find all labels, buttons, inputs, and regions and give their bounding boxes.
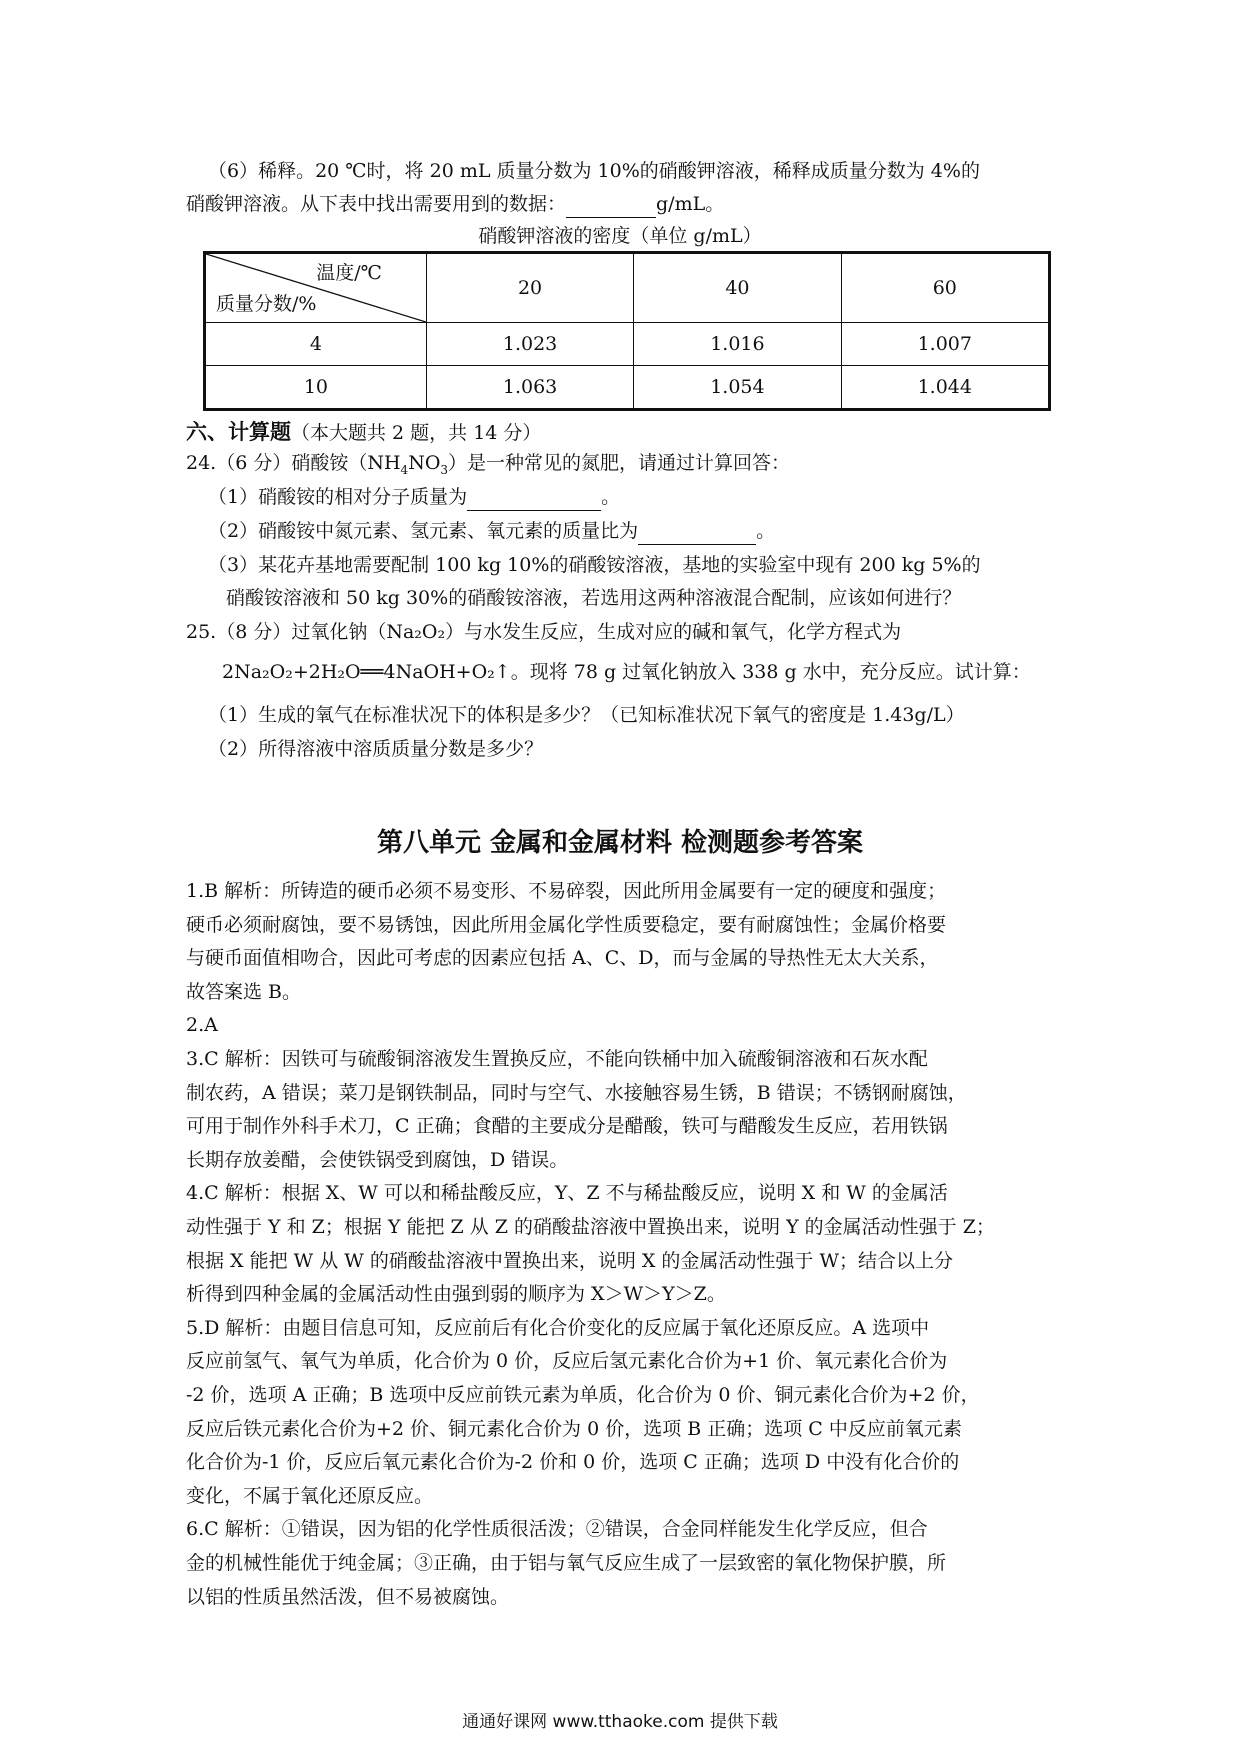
q24-stem-mid: NO: [408, 452, 441, 474]
q25-equation: 2Na₂O₂+2H₂O══4NaOH+O₂↑。现将 78 g 过氧化钠放入 338 g 水中，充分反应。试计算：: [222, 661, 1031, 683]
answer-line: 以铝的性质虽然活泼，但不易被腐蚀。: [186, 1586, 510, 1608]
subscript: 3: [440, 462, 449, 477]
q6-line-1: （6）稀释。20 ℃时，将 20 mL 质量分数为 10%的硝酸钾溶液，稀释成质量分数为 4%的: [208, 160, 980, 182]
column-header: 60: [841, 253, 1049, 323]
section-heading: [186, 419, 541, 446]
header-diagonal-cell: [205, 253, 427, 323]
answer-line: 动性强于 Y 和 Z；根据 Y 能把 Z 从 Z 的硝酸盐溶液中置换出来，说明 Y 的金属活动性强于 Z；: [186, 1216, 995, 1238]
answer-line: 反应后铁元素化合价为+2 价、铜元素化合价为 0 价，选项 B 正确；选项 C 中反应前氧元素: [186, 1418, 962, 1440]
column-header: 40: [634, 253, 841, 323]
answer-line: 变化，不属于氧化还原反应。: [186, 1485, 434, 1507]
table-row: [205, 323, 1050, 366]
density-table: [203, 251, 1051, 411]
table-caption: 硝酸钾溶液的密度（单位 g/mL）: [478, 225, 762, 247]
table-cell: 1.044: [841, 366, 1049, 410]
answer-line: 与硬币面值相吻合，因此可考虑的因素应包括 A、C、D，而与金属的导热性无太大关系，: [186, 947, 939, 969]
q6-line-2: [186, 191, 724, 218]
q25-part-1: （1）生成的氧气在标准状况下的体积是多少？（已知标准状况下氧气的密度是 1.43g/L）: [208, 704, 965, 726]
q24-part-2: [208, 518, 775, 545]
answer-line: 3.C 解析：因铁可与硫酸铜溶液发生置换反应，不能向铁桶中加入硫酸铜溶液和石灰水配: [186, 1048, 928, 1070]
answer-line: 4.C 解析：根据 X、W 可以和稀盐酸反应，Y、Z 不与稀盐酸反应，说明 X 和 W 的金属活: [186, 1182, 948, 1204]
table-cell: 1.054: [634, 366, 841, 410]
header-mass-fraction: 质量分数/%: [216, 293, 317, 315]
q24-stem-end: ）是一种常见的氮肥，请通过计算回答：: [448, 452, 791, 474]
column-header: 20: [426, 253, 633, 323]
header-temperature: 温度/℃: [316, 262, 382, 284]
q24-part-1: [208, 484, 620, 511]
answer-line: -2 价，选项 A 正确；B 选项中反应前铁元素为单质，化合价为 0 价、铜元素化合价为+2 价，: [186, 1384, 980, 1406]
answer-line: 长期存放姜醋，会使铁锅受到腐蚀，D 错误。: [186, 1149, 569, 1171]
answer-line: 金的机械性能优于纯金属；③正确，由于铝与氧气反应生成了一层致密的氧化物保护膜，所: [186, 1552, 947, 1574]
q24-part-3-line-2: 硝酸铵溶液和 50 kg 30%的硝酸铵溶液，若选用这两种溶液混合配制，应该如何进行？: [226, 587, 962, 609]
answer-line: 2.A: [186, 1014, 218, 1036]
row-label: 10: [205, 366, 427, 410]
answer-line: 1.B 解析：所铸造的硬币必须不易变形、不易碎裂，因此所用金属要有一定的硬度和强度；: [186, 880, 947, 902]
answer-blank: [638, 518, 756, 545]
subscript: 4: [400, 462, 409, 477]
table-header-row: [205, 253, 1050, 323]
q6-unit: g/mL。: [656, 193, 725, 215]
answer-line: 化合价为-1 价，反应后氧元素化合价为-2 价和 0 价，选项 C 正确；选项 D 中没有化合价的: [186, 1451, 960, 1473]
answer-line: 可用于制作外科手术刀，C 正确；食醋的主要成分是醋酸，铁可与醋酸发生反应，若用铁锅: [186, 1115, 948, 1137]
q24-part-2-text: （2）硝酸铵中氮元素、氢元素、氧元素的质量比为: [208, 520, 639, 542]
section-note: （本大题共 2 题，共 14 分）: [291, 422, 542, 444]
table-cell: 1.016: [634, 323, 841, 366]
answers-title: 第八单元 金属和金属材料 检测题参考答案: [376, 828, 864, 858]
answer-line: 根据 X 能把 W 从 W 的硝酸盐溶液中置换出来，说明 X 的金属活动性强于 W；结合以上分: [186, 1250, 953, 1272]
q25-stem: 25.（8 分）过氧化钠（Na₂O₂）与水发生反应，生成对应的碱和氧气，化学方程式为: [186, 621, 902, 643]
answer-blank: [467, 484, 601, 511]
period: 。: [601, 486, 621, 508]
answer-line: 制农药，A 错误；菜刀是钢铁制品，同时与空气、水接触容易生锈，B 错误；不锈钢耐腐蚀，: [186, 1082, 967, 1104]
row-label: 4: [205, 323, 427, 366]
q25-part-2: （2）所得溶液中溶质质量分数是多少？: [208, 738, 544, 760]
q24-stem-start: 24.（6 分）硝酸铵（NH: [186, 452, 401, 474]
answer-line: 硬币必须耐腐蚀，要不易锈蚀，因此所用金属化学性质要稳定，要有耐腐蚀性；金属价格要: [186, 914, 947, 936]
q6-line-2-text: 硝酸钾溶液。从下表中找出需要用到的数据：: [186, 193, 567, 215]
table-cell: 1.063: [426, 366, 633, 410]
q24-part-1-text: （1）硝酸铵的相对分子质量为: [208, 486, 468, 508]
table-cell: 1.007: [841, 323, 1049, 366]
q24-part-3-line-1: （3）某花卉基地需要配制 100 kg 10%的硝酸铵溶液，基地的实验室中现有 200 kg 5%的: [208, 554, 981, 576]
table-cell: 1.023: [426, 323, 633, 366]
period: 。: [756, 520, 776, 542]
table-row: [205, 366, 1050, 410]
answer-line: 6.C 解析：①错误，因为铝的化学性质很活泼；②错误，合金同样能发生化学反应，但合: [186, 1518, 928, 1540]
section-title: 六、计算题: [186, 419, 291, 444]
answer-line: 反应前氢气、氧气为单质，化合价为 0 价，反应后氢元素化合价为+1 价、氧元素化合价为: [186, 1350, 948, 1372]
answer-line: 5.D 解析：由题目信息可知，反应前后有化合价变化的反应属于氧化还原反应。A 选项中: [186, 1317, 930, 1339]
q24-stem: [186, 450, 790, 483]
answer-blank: [566, 191, 656, 218]
answer-line: 析得到四种金属的金属活动性由强到弱的顺序为 X＞W＞Y＞Z。: [186, 1283, 726, 1305]
page-footer: 通通好课网 www.tthaoke.com 提供下载: [462, 1712, 778, 1732]
answer-line: 故答案选 B。: [186, 981, 302, 1003]
